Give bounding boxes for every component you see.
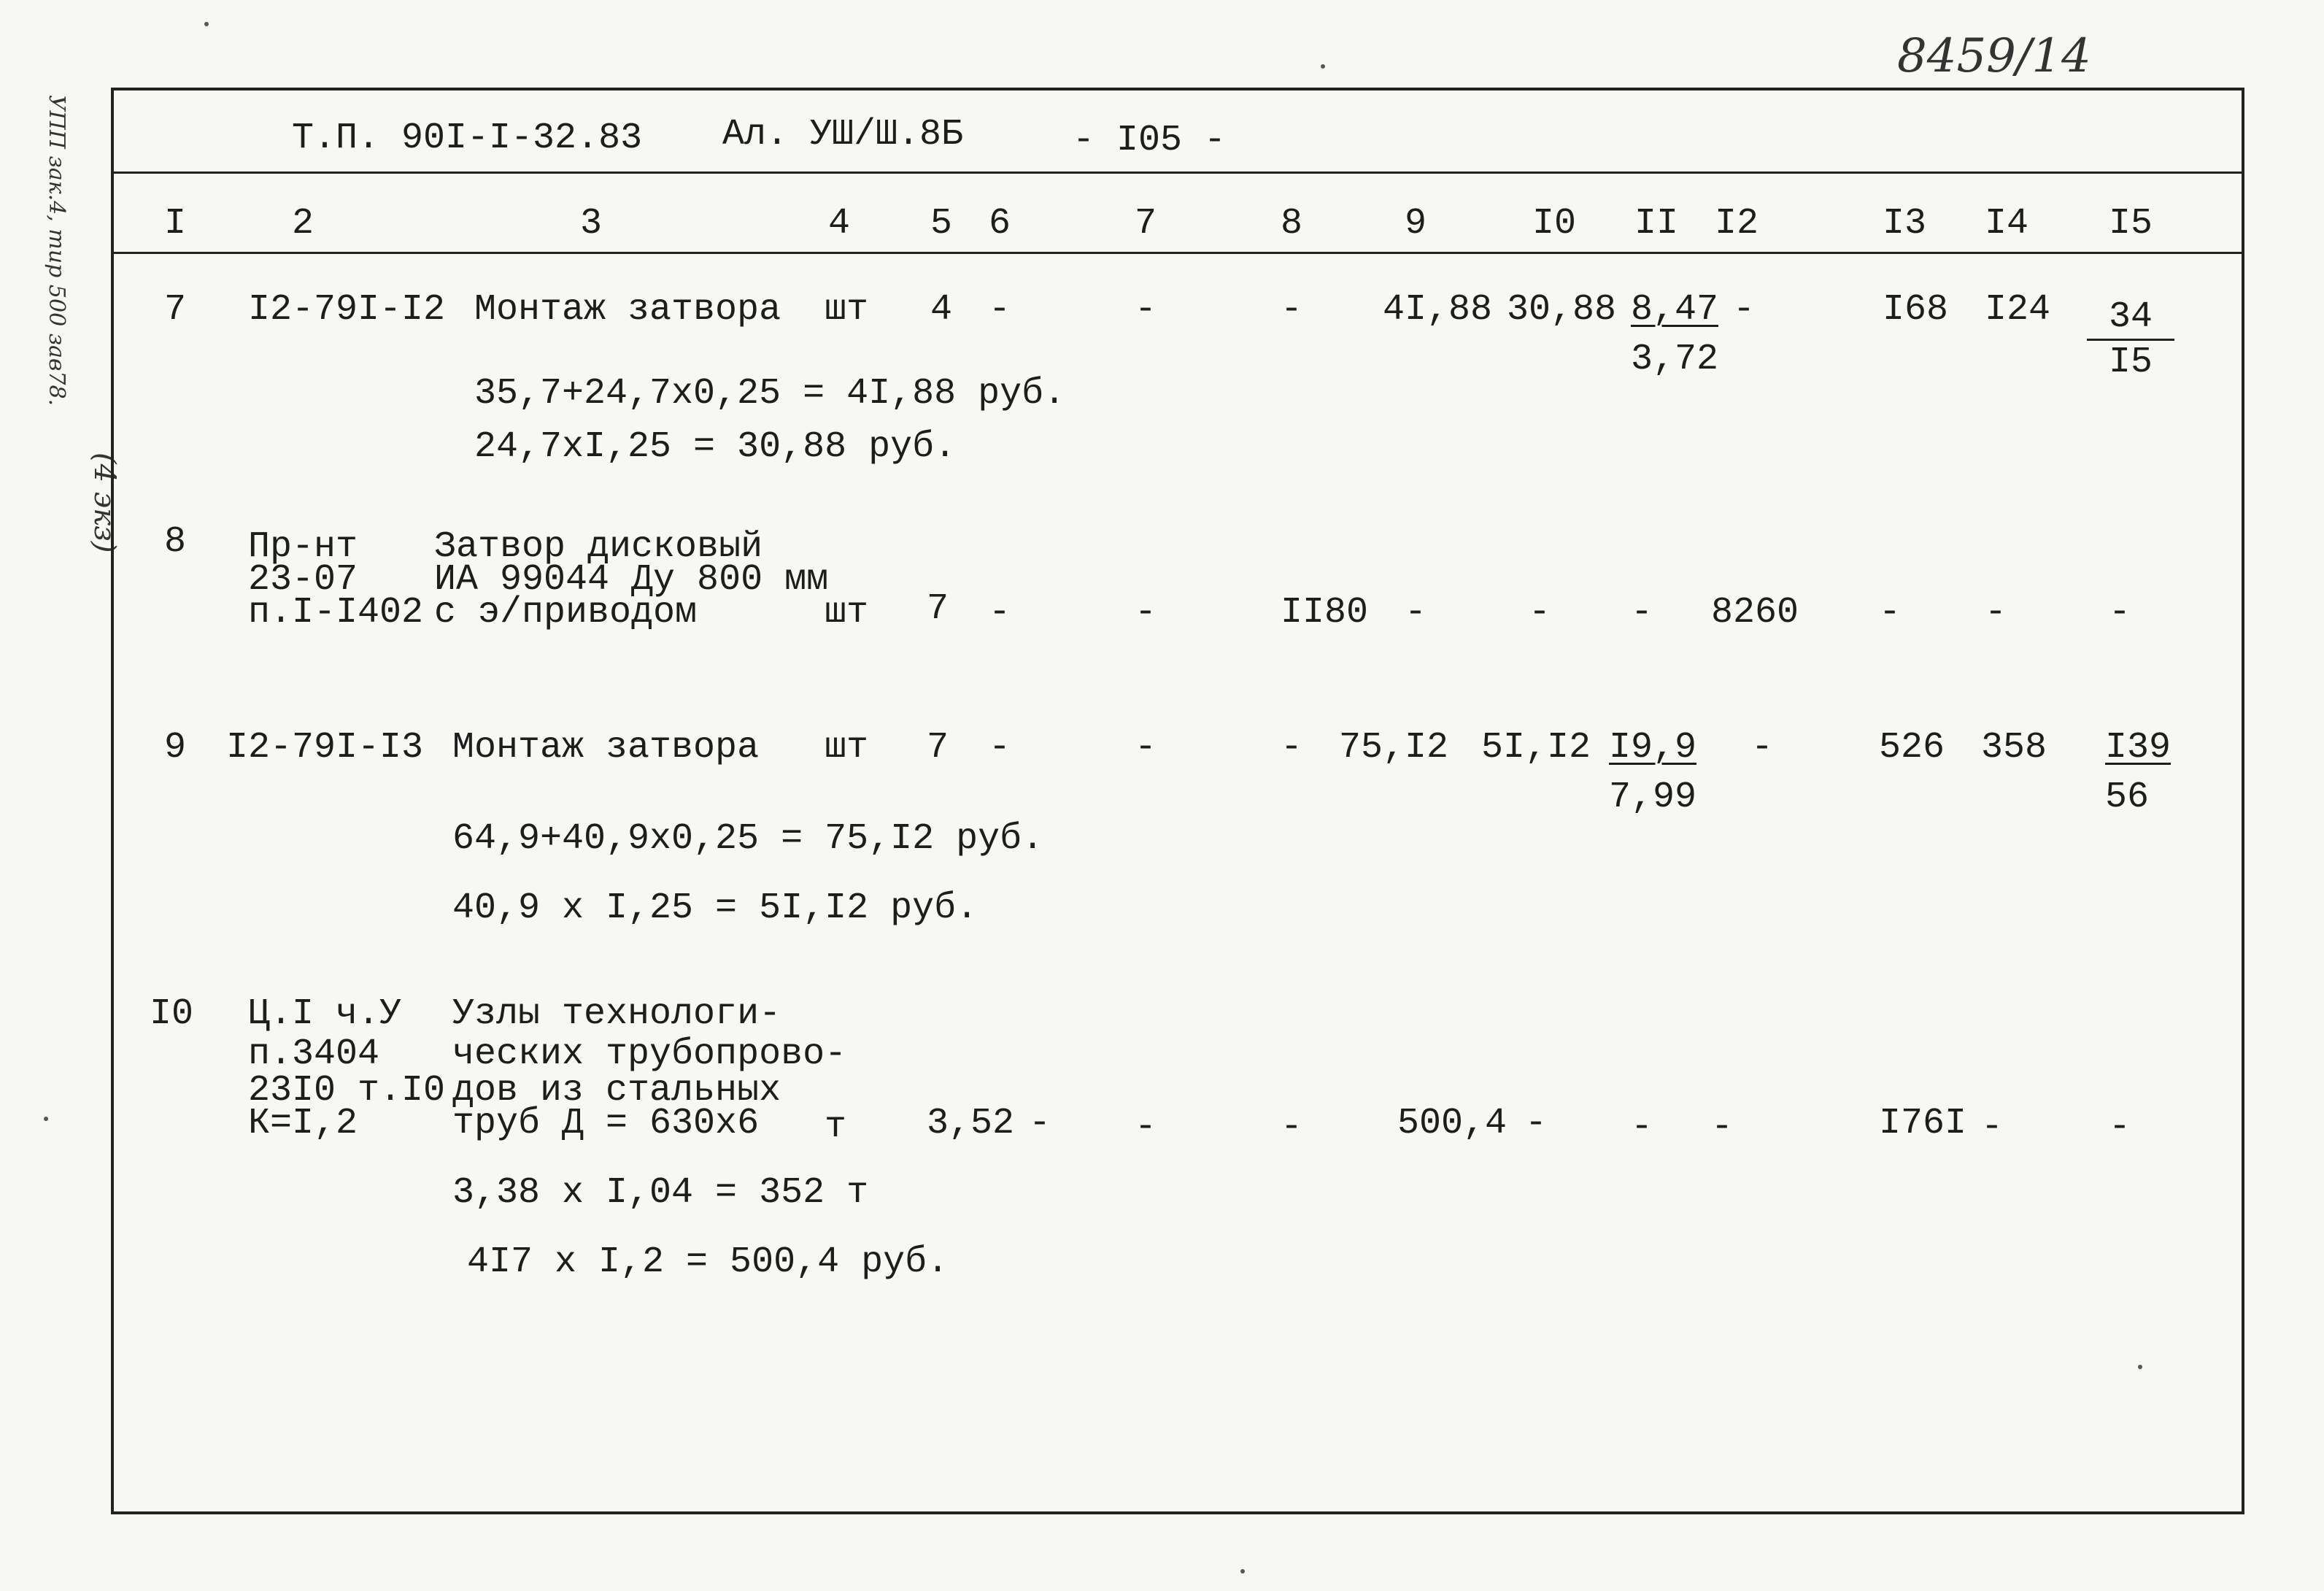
page-number: - I05 - xyxy=(1073,120,1227,161)
album-code: Ал. УШ/Ш.8Б xyxy=(722,114,964,155)
col-header: 7 xyxy=(1135,203,1157,244)
cell-col6: - xyxy=(989,592,1011,633)
quantity: 4 xyxy=(930,289,953,331)
cell-col11: - xyxy=(1631,592,1653,633)
cell-col8: II80 xyxy=(1281,592,1369,633)
col-header: 9 xyxy=(1405,203,1427,244)
cell-col12: - xyxy=(1733,289,1756,331)
cell-col13: - xyxy=(1879,592,1902,633)
cell-col12: - xyxy=(1751,727,1774,768)
cell-col15: 34 xyxy=(2087,299,2174,341)
cell-col11: 8,47 xyxy=(1631,289,1719,331)
row-number: I0 xyxy=(150,993,194,1035)
calc-line: 24,7хI,25 = 30,88 руб. xyxy=(474,426,957,468)
cell-col14: - xyxy=(1981,1106,2004,1148)
rate-code: I2-79I-I3 xyxy=(226,727,424,768)
rate-code: Ц.I ч.У xyxy=(248,993,402,1035)
doc-code: Т.П. 90I-I-32.83 xyxy=(292,118,643,159)
unit: т xyxy=(825,1106,847,1148)
col-header: I3 xyxy=(1883,203,1927,244)
calc-line: 35,7+24,7х0,25 = 4I,88 руб. xyxy=(474,373,1066,415)
calc-line: 40,9 х I,25 = 5I,I2 руб. xyxy=(452,887,978,929)
cell-col13: I76I xyxy=(1879,1103,1967,1144)
margin-print-note: УПП зак.4, тир 500 зав78. xyxy=(44,95,69,407)
cell-col8: - xyxy=(1281,289,1303,331)
col-header: I2 xyxy=(1715,203,1759,244)
col-header: I4 xyxy=(1985,203,2029,244)
cell-col11-sub: 3,72 xyxy=(1631,339,1719,380)
work-name: с э/приводом xyxy=(434,592,698,633)
rate-code: 23-07 xyxy=(248,559,358,601)
rate-code: п.3404 xyxy=(248,1033,380,1075)
cell-col11: I9,9 xyxy=(1609,727,1697,768)
rate-code: К=I,2 xyxy=(248,1103,358,1144)
cell-col14: I24 xyxy=(1985,289,2051,331)
cell-col10: - xyxy=(1525,1103,1548,1144)
header-divider xyxy=(111,172,2244,174)
work-name: Монтаж затвора xyxy=(452,727,760,768)
unit: шт xyxy=(825,592,869,633)
calc-line: 3,38 х I,04 = 352 т xyxy=(452,1172,869,1214)
work-name: ИА 99044 Ду 800 мм xyxy=(434,559,829,601)
col-header: II xyxy=(1634,203,1679,244)
col-header: 8 xyxy=(1281,203,1303,244)
col-header: 3 xyxy=(580,203,603,244)
row-number: 7 xyxy=(164,289,187,331)
cell-col8: - xyxy=(1281,727,1303,768)
col-header: 6 xyxy=(989,203,1011,244)
work-name: дов из стальных xyxy=(452,1070,781,1112)
work-name: Затвор дисковый xyxy=(434,526,763,568)
calc-line: 4I7 х I,2 = 500,4 руб. xyxy=(467,1241,949,1283)
cell-col9: 500,4 xyxy=(1397,1103,1507,1144)
col-header: 2 xyxy=(292,203,314,244)
cell-col9: - xyxy=(1405,592,1427,633)
col-header: I0 xyxy=(1532,203,1577,244)
cell-col7: - xyxy=(1135,1106,1157,1148)
cell-col15: I39 xyxy=(2105,727,2171,768)
cell-col9: 4I,88 xyxy=(1383,289,1493,331)
margin-copies-note: (4 экз) xyxy=(88,452,121,553)
cell-col14: - xyxy=(1985,592,2007,633)
cell-col11: - xyxy=(1631,1106,1653,1148)
quantity: 7 xyxy=(927,588,949,630)
rate-code: п.I-I402 xyxy=(248,592,424,633)
work-name: ческих трубопрово- xyxy=(452,1033,847,1075)
unit: шт xyxy=(825,289,869,331)
cell-col10: 5I,I2 xyxy=(1481,727,1591,768)
cell-col10: - xyxy=(1529,592,1551,633)
column-header-divider xyxy=(111,252,2244,254)
cell-col7: - xyxy=(1135,727,1157,768)
scan-speck xyxy=(2138,1365,2142,1369)
unit: шт xyxy=(825,727,869,768)
cell-col15: - xyxy=(2109,592,2131,633)
col-header: I5 xyxy=(2109,203,2153,244)
work-name: Узлы технологи- xyxy=(452,993,781,1035)
cell-col10: 30,88 xyxy=(1507,289,1617,331)
cell-col9: 75,I2 xyxy=(1339,727,1449,768)
quantity: 7 xyxy=(927,727,949,768)
scan-speck xyxy=(1321,64,1325,69)
col-header: 4 xyxy=(828,203,851,244)
cell-col12: - xyxy=(1711,1106,1734,1148)
cell-col6: - xyxy=(989,727,1011,768)
row-number: 8 xyxy=(164,521,187,563)
rate-code: Пр-нт xyxy=(248,526,358,568)
row-number: 9 xyxy=(164,727,187,768)
cell-col11-sub: 7,99 xyxy=(1609,777,1697,818)
cell-col15: - xyxy=(2109,1106,2131,1148)
work-name: труб Д = 630х6 xyxy=(452,1103,760,1144)
cell-col8: - xyxy=(1281,1106,1303,1148)
col-header: 5 xyxy=(930,203,953,244)
cell-col15-sub: I5 xyxy=(2109,342,2153,383)
cell-col13: I68 xyxy=(1883,289,1949,331)
quantity: 3,52 xyxy=(927,1103,1015,1144)
scan-speck xyxy=(44,1117,48,1121)
col-header: I xyxy=(164,203,187,244)
scan-speck xyxy=(204,22,209,26)
work-name: Монтаж затвора xyxy=(474,289,781,331)
handwritten-number: 8459/14 xyxy=(1897,29,2091,83)
rate-code: I2-79I-I2 xyxy=(248,289,446,331)
cell-col7: - xyxy=(1135,289,1157,331)
cell-col15-sub: 56 xyxy=(2105,777,2150,818)
cell-col7: - xyxy=(1135,592,1157,633)
cell-col14: 358 xyxy=(1981,727,2047,768)
scan-speck xyxy=(1240,1569,1245,1573)
cell-col6: - xyxy=(989,289,1011,331)
cell-col12: 8260 xyxy=(1711,592,1799,633)
rate-code: 23I0 т.I0 xyxy=(248,1070,446,1112)
cell-col6: - xyxy=(1029,1103,1051,1144)
cell-col13: 526 xyxy=(1879,727,1945,768)
calc-line: 64,9+40,9х0,25 = 75,I2 руб. xyxy=(452,818,1044,860)
